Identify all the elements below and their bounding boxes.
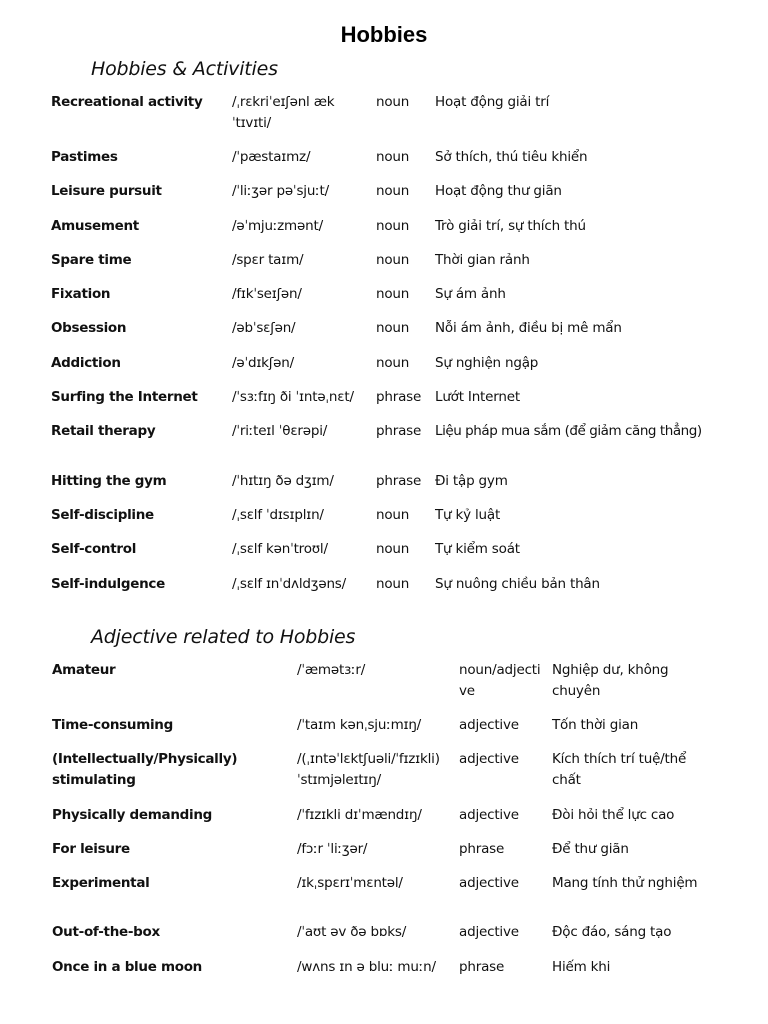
term: Self-control	[51, 541, 137, 557]
ipa: /ˈriːteɪl ˈθɛrəpi/	[232, 423, 328, 439]
part-of-speech: noun	[376, 183, 410, 199]
meaning: Sự nghiện ngập	[435, 355, 539, 371]
meaning: Đi tập gym	[435, 473, 508, 489]
part-of-speech: adjective	[459, 924, 519, 940]
ipa: /ˌsɛlf ɪnˈdʌldʒəns/	[232, 576, 346, 592]
term: Recreational activity	[51, 94, 203, 110]
term: Addiction	[51, 355, 121, 371]
meaning: Sở thích, thú tiêu khiển	[435, 149, 588, 165]
ipa: /fɔːr ˈliːʒər/	[297, 841, 368, 857]
meaning: Trò giải trí, sự thích thú	[435, 218, 586, 234]
term: Retail therapy	[51, 423, 156, 439]
ipa: /ˌsɛlf ˈdɪsɪplɪn/	[232, 507, 324, 523]
ipa: /əˈmjuːzmənt/	[232, 218, 323, 234]
part-of-speech: phrase	[376, 389, 422, 405]
part-of-speech: noun	[376, 541, 410, 557]
meaning: Độc đáo, sáng tạo	[552, 924, 672, 940]
part-of-speech: noun	[376, 94, 410, 110]
ipa: /ˈaʊt əv ðə bɒks/	[297, 924, 407, 940]
part-of-speech: phrase	[459, 959, 505, 975]
part-of-speech: phrase	[376, 423, 422, 439]
term: Out-of-the-box	[52, 924, 160, 940]
meaning: Nghiệp dư, không chuyên	[552, 662, 669, 699]
ipa: /ˈfɪzɪkli dɪˈmændɪŋ/	[297, 807, 422, 823]
section-title-adjectives: Adjective related to Hobbies	[91, 626, 356, 648]
ipa: /ˈpæstaɪmz/	[232, 149, 311, 165]
term: Self-indulgence	[51, 576, 165, 592]
ipa: /ˈliːʒər pəˈsjuːt/	[232, 183, 329, 199]
part-of-speech: phrase	[459, 841, 505, 857]
ipa: /wʌns ɪn ə bluː muːn/	[297, 959, 436, 975]
meaning: Hiếm khi	[552, 959, 611, 975]
part-of-speech: noun	[376, 218, 410, 234]
meaning: Hoạt động giải trí	[435, 94, 550, 110]
part-of-speech: noun	[376, 355, 410, 371]
term: Self-discipline	[51, 507, 154, 523]
ipa: /fɪkˈseɪʃən/	[232, 286, 302, 302]
meaning: Sự ám ảnh	[435, 286, 506, 302]
part-of-speech: adjective	[459, 751, 519, 767]
part-of-speech: noun	[376, 252, 410, 268]
meaning: Nỗi ám ảnh, điều bị mê mẩn	[435, 320, 622, 336]
meaning: Lướt Internet	[435, 389, 520, 405]
ipa: /ˈtaɪm kənˌsjuːmɪŋ/	[297, 717, 422, 733]
part-of-speech: phrase	[376, 473, 422, 489]
term: (Intellectually/Physically) stimulating	[52, 751, 238, 788]
term: Amateur	[52, 662, 116, 678]
meaning: Tự kiểm soát	[435, 541, 520, 557]
part-of-speech: noun	[376, 149, 410, 165]
ipa: /ˈsɜːfɪŋ ði ˈɪntəˌnɛt/	[232, 389, 354, 405]
ipa: /ˈæmətɜːr/	[297, 662, 366, 678]
part-of-speech: noun	[376, 286, 410, 302]
ipa: /ˈhɪtɪŋ ðə dʒɪm/	[232, 473, 334, 489]
term: Experimental	[52, 875, 150, 891]
ipa: /ɪkˌspɛrɪˈmɛntəl/	[297, 875, 403, 891]
part-of-speech: noun/adjective	[459, 662, 541, 699]
term: Leisure pursuit	[51, 183, 162, 199]
ipa: /(ˌɪntəˈlɛktʃuəli/ˈfɪzɪkli) ˈstɪmjəleɪtɪŋ/	[297, 751, 440, 788]
meaning: Để thư giãn	[552, 841, 629, 857]
part-of-speech: noun	[376, 576, 410, 592]
meaning: Đòi hỏi thể lực cao	[552, 807, 675, 823]
part-of-speech: adjective	[459, 807, 519, 823]
ipa: /ˌsɛlf kənˈtroʊl/	[232, 541, 328, 557]
ipa: /əˈdɪkʃən/	[232, 355, 294, 371]
term: Physically demanding	[52, 807, 213, 823]
meaning: Kích thích trí tuệ/thể chất	[552, 751, 687, 788]
meaning: Liệu pháp mua sắm (để giảm căng thẳng)	[435, 423, 702, 439]
section-title-hobbies-activities: Hobbies & Activities	[91, 58, 278, 80]
part-of-speech: noun	[376, 507, 410, 523]
ipa: /spɛr taɪm/	[232, 252, 304, 268]
term: Spare time	[51, 252, 132, 268]
term: Surfing the Internet	[51, 389, 198, 405]
term: Obsession	[51, 320, 127, 336]
meaning: Tốn thời gian	[552, 717, 639, 733]
term: Once in a blue moon	[52, 959, 202, 975]
meaning: Thời gian rảnh	[435, 252, 530, 268]
term: Amusement	[51, 218, 139, 234]
term: Fixation	[51, 286, 111, 302]
meaning: Hoạt động thư giãn	[435, 183, 562, 199]
term: Time-consuming	[52, 717, 173, 733]
ipa: /əbˈsɛʃən/	[232, 320, 296, 336]
meaning: Tự kỷ luật	[435, 507, 501, 523]
page-title: Hobbies	[340, 22, 428, 47]
meaning: Sự nuông chiều bản thân	[435, 576, 600, 592]
meaning: Mang tính thử nghiệm	[552, 875, 698, 891]
term: Hitting the gym	[51, 473, 167, 489]
term: For leisure	[52, 841, 130, 857]
ipa: /ˌrɛkriˈeɪʃənl ækˈtɪvɪti/	[232, 94, 335, 131]
term: Pastimes	[51, 149, 118, 165]
part-of-speech: noun	[376, 320, 410, 336]
part-of-speech: adjective	[459, 875, 519, 891]
part-of-speech: adjective	[459, 717, 519, 733]
